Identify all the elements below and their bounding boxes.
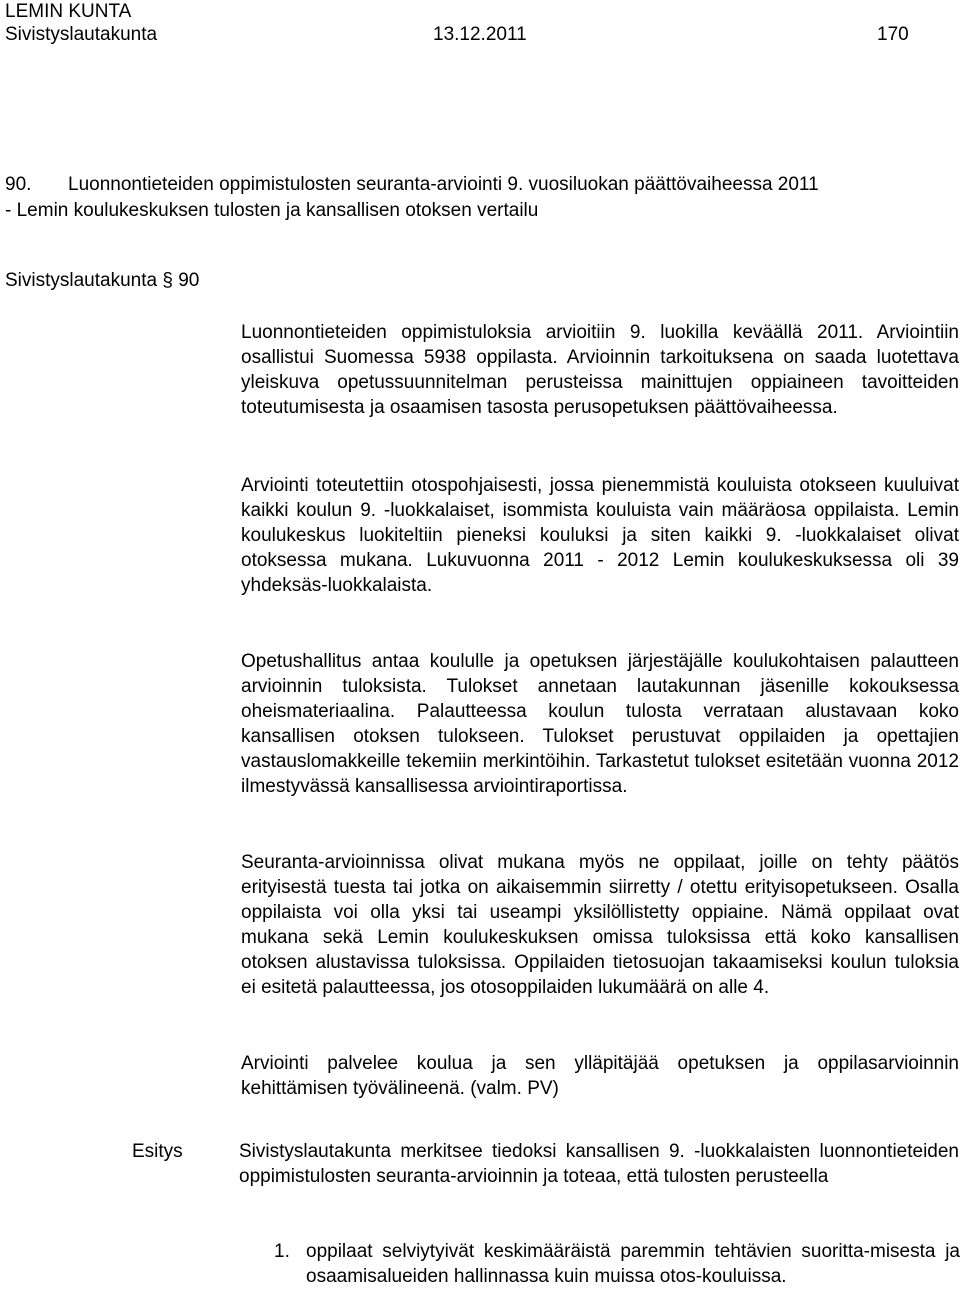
- document-header: [5, 0, 955, 46]
- meeting-date: 13.12.2011: [433, 24, 527, 45]
- paragraph-text: Seuranta-arvioinnissa olivat mukana myös ne oppilaat, joille on tehty päätös erityisestä tuesta tai jotka on aikaisemmin siirretty / otettu erityisopetukseen. Osalla oppilaista voi olla yksi tai useampi yksilöllistetty oppiaine. Nämä oppilaat ovat mukana sekä Lemin koulukeskuksen omissa tuloksissa että koko kansallisen otoksen alustavissa tuloksissa. Oppilaiden tietosuojan takaamiseksi koulun tuloksia ei esitetä palautteessa, jos otosoppilaiden lukumäärä on alle 4.: [241, 852, 959, 998]
- paragraph-1: [241, 320, 959, 420]
- paragraph-text: Arviointi toteutettiin otospohjaisesti, jossa pienemmistä kouluista otokseen kuuluivat kaikki koulun 9. -luokkalaiset, isommista kouluista vain määräosa oppilaista. Lemin koulukeskus luokiteltiin pieneksi kouluksi ja siten kaikki 9. -luokkalaiset olivat otoksessa mukana. Lukuvuonna 2011 - 2012 Lemin koulukeskuksessa oli 39 yhdeksäs-luokkalaista.: [241, 475, 959, 596]
- section-number: 90.: [5, 174, 32, 195]
- section-reference: Sivistyslautakunta § 90: [5, 270, 200, 291]
- committee-name: Sivistyslautakunta: [5, 24, 158, 45]
- page-number: 170: [877, 24, 909, 45]
- section-heading: [5, 172, 955, 224]
- paragraph-5: [241, 1051, 959, 1101]
- section-subtitle: - Lemin koulukeskuksen tulosten ja kansallisen otoksen vertailu: [5, 200, 539, 221]
- section-title: Luonnontieteiden oppimistulosten seuranta-arviointi 9. vuosiluokan päättövaiheessa 2011: [68, 174, 819, 195]
- proposal-list: [274, 1239, 960, 1289]
- paragraph-text: Opetushallitus antaa koululle ja opetuksen järjestäjälle koulukohtaisen palautteen arvioinnin tuloksista. Tulokset annetaan lautakunnan jäsenille kokouksessa oheismateriaalina. Palautteessa koulun tulosta verrataan alustavaan koko kansallisen otoksen tulokseen. Tulokset perustuvat oppilaiden ja opettajien vastauslomakkeille tekemiin merkintöihin. Tarkastetut tulokset esitetään vuonna 2012 ilmestyvässä kansallisessa arviointiraportissa.: [241, 651, 959, 797]
- list-item-text: oppilaat selviytyivät keskimääräistä paremmin tehtävien suoritta-misesta ja osaamisalueiden hallinnassa kuin muissa otos-kouluissa.: [306, 1241, 960, 1287]
- paragraph-text: Arviointi palvelee koulua ja sen ylläpitäjää opetuksen ja oppilasarvioinnin kehittämisen työvälineenä. (valm. PV): [241, 1053, 959, 1099]
- list-item: [274, 1239, 960, 1289]
- list-item-number: 1.: [274, 1241, 290, 1262]
- proposal-text: Sivistyslautakunta merkitsee tiedoksi kansallisen 9. -luokkalaisten luonnontieteiden oppimistulosten seuranta-arvioinnin ja toteaa, että tulosten perusteella: [239, 1141, 959, 1187]
- section-heading-line-1: [5, 172, 955, 198]
- paragraph-2: [241, 473, 959, 598]
- paragraph-4: [241, 850, 959, 1000]
- municipality-name: LEMIN KUNTA: [5, 1, 132, 22]
- proposal-label: Esitys: [132, 1141, 183, 1162]
- paragraph-text: Luonnontieteiden oppimistuloksia arvioitiin 9. luokilla keväällä 2011. Arviointiin osallistui Suomessa 5938 oppilasta. Arvioinnin tarkoituksena on saada luotettava yleiskuva opetussuunnitelman perusteissa mainittujen oppiaineen tavoitteiden toteutumisesta ja osaamisen tasosta perusopetuksen päättövaiheessa.: [241, 322, 959, 418]
- paragraph-3: [241, 649, 959, 799]
- header-line: [5, 23, 955, 46]
